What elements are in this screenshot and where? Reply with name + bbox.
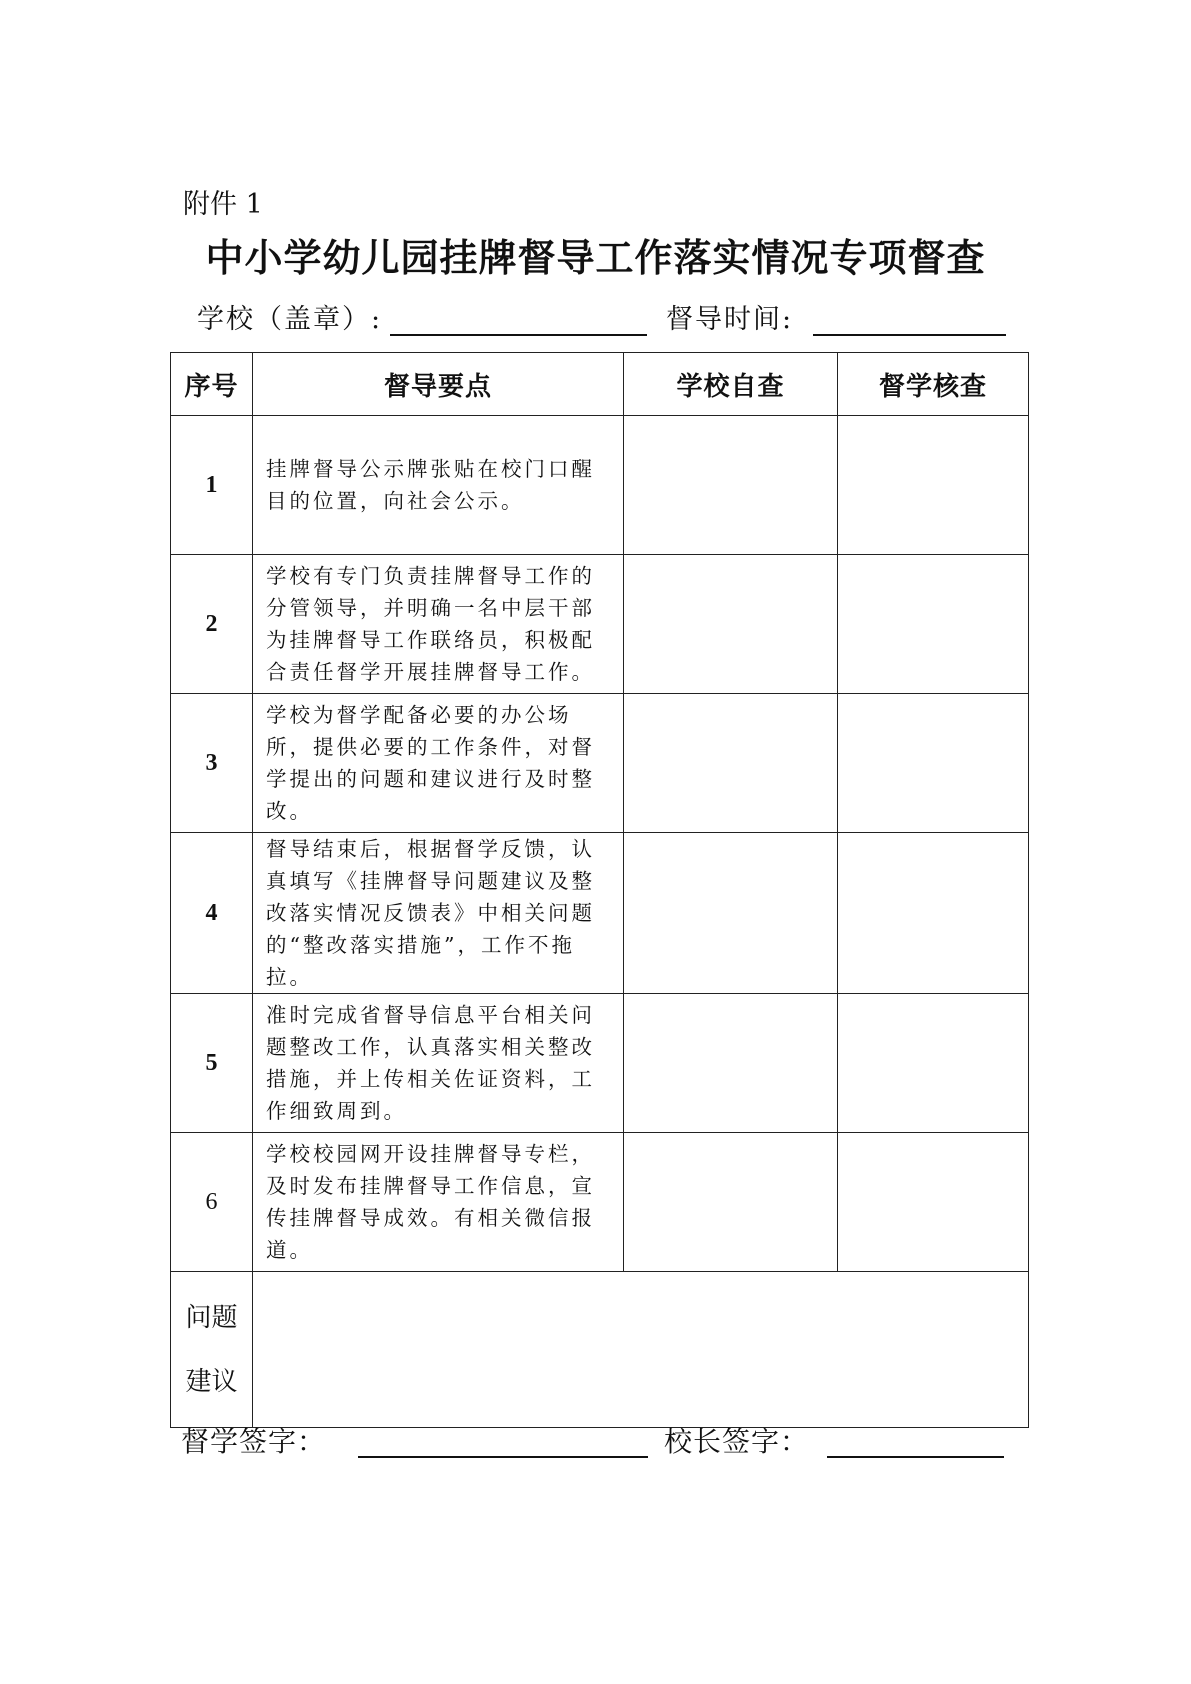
issues-label-line: 问题: [185, 1302, 238, 1333]
inspector-check-cell[interactable]: [838, 694, 1029, 833]
attachment-label: 附件 1: [183, 189, 263, 220]
table-row: [171, 833, 1029, 994]
issues-row: [171, 1272, 1029, 1428]
self-check-cell[interactable]: [624, 416, 838, 555]
inspector-check-cell[interactable]: [838, 416, 1029, 555]
column-header-seq: 序号: [171, 353, 253, 416]
self-check-cell[interactable]: [624, 555, 838, 694]
row-number: 5: [171, 994, 253, 1133]
self-check-cell[interactable]: [624, 694, 838, 833]
inspection-point: 学校校园网开设挂牌督导专栏，及时发布挂牌督导工作信息，宣传挂牌督导成效。有相关微信报道。: [253, 1133, 624, 1272]
table-row: [171, 555, 1029, 694]
column-header-inspector-check: 督学核查: [838, 353, 1029, 416]
school-seal-label: 学校（盖章）:: [197, 304, 383, 335]
inspector-check-cell[interactable]: [838, 994, 1029, 1133]
inspection-time-label: 督导时间:: [666, 304, 794, 335]
principal-signature-label: 校长签字：: [664, 1425, 810, 1458]
issues-label-line: 建议: [185, 1366, 238, 1397]
row-number: 2: [171, 555, 253, 694]
issues-suggestions-label: [171, 1272, 253, 1428]
principal-signature-field[interactable]: [827, 1456, 1004, 1458]
inspection-point: 学校为督学配备必要的办公场所，提供必要的工作条件，对督学提出的问题和建议进行及时整改。: [253, 694, 624, 833]
inspection-point: 督导结束后，根据督学反馈，认真填写《挂牌督导问题建议及整改落实情况反馈表》中相关问题的“整改落实措施”，工作不拖拉。: [253, 833, 624, 994]
inspection-point: 挂牌督导公示牌张贴在校门口醒目的位置，向社会公示。: [253, 416, 624, 555]
table-row: [171, 1133, 1029, 1272]
row-number: 4: [171, 833, 253, 994]
table-row: [171, 694, 1029, 833]
column-header-point: 督导要点: [253, 353, 624, 416]
row-number: 3: [171, 694, 253, 833]
self-check-cell[interactable]: [624, 994, 838, 1133]
self-check-cell[interactable]: [624, 833, 838, 994]
column-header-self-check: 学校自查: [624, 353, 838, 416]
inspector-check-cell[interactable]: [838, 833, 1029, 994]
inspection-point: 学校有专门负责挂牌督导工作的分管领导，并明确一名中层干部为挂牌督导工作联络员，积极配合责任督学开展挂牌督导工作。: [253, 555, 624, 694]
inspector-signature-field[interactable]: [358, 1456, 648, 1458]
inspection-point: 准时完成省督导信息平台相关问题整改工作，认真落实相关整改措施，并上传相关佐证资料，工作细致周到。: [253, 994, 624, 1133]
issues-suggestions-field[interactable]: [253, 1272, 1029, 1428]
inspector-check-cell[interactable]: [838, 1133, 1029, 1272]
table-row: [171, 994, 1029, 1133]
table-header-row: [171, 353, 1029, 416]
row-number: 1: [171, 416, 253, 555]
inspection-time-field[interactable]: [813, 334, 1006, 336]
self-check-cell[interactable]: [624, 1133, 838, 1272]
school-seal-field[interactable]: [390, 334, 647, 336]
row-number: 6: [171, 1133, 253, 1272]
inspector-check-cell[interactable]: [838, 555, 1029, 694]
table-row: [171, 416, 1029, 555]
inspector-signature-label: 督学签字：: [181, 1425, 327, 1458]
document-title: 中小学幼儿园挂牌督导工作落实情况专项督查: [205, 235, 986, 280]
inspection-table: [170, 352, 1029, 1428]
